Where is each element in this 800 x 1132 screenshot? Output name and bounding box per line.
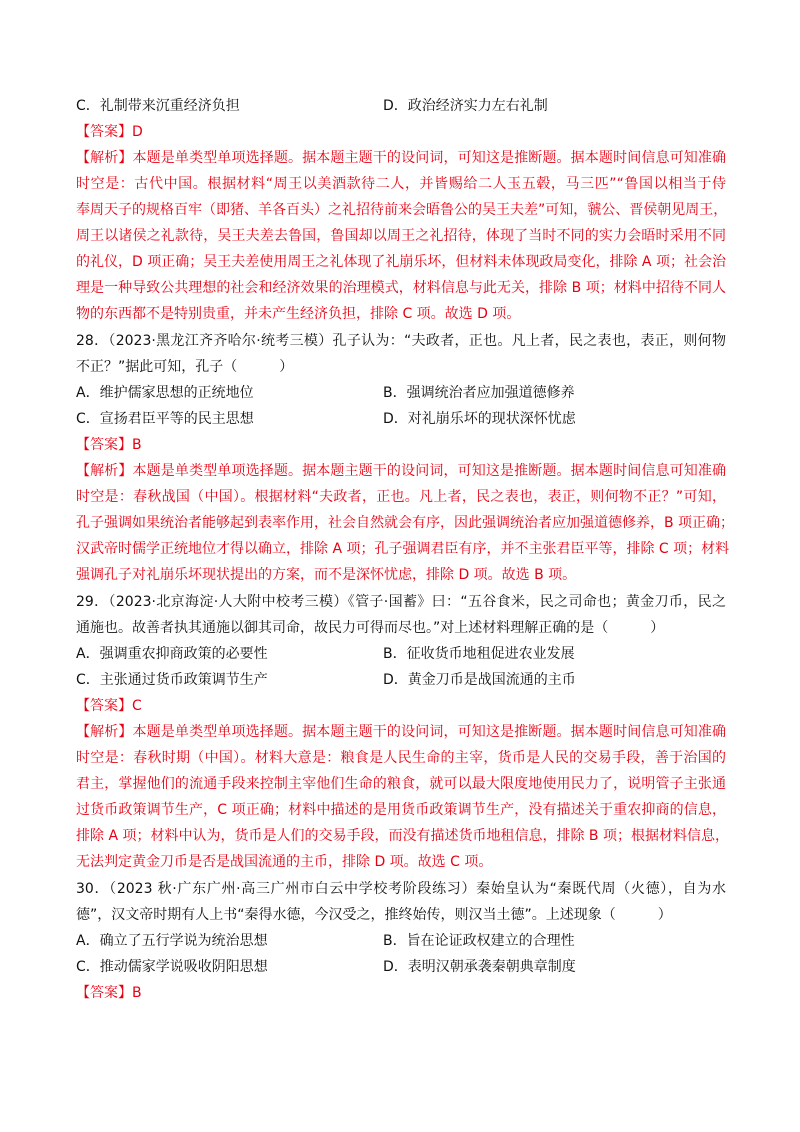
q30-stem-line: 30．（2023 秋·广东广州·高三广州市白云中学校考阶段练习）秦始皇认为“秦既代周（火德），自为水 (76, 881, 726, 897)
q29-analysis-line: 排除 A 项；材料中认为，货币是人们的交易手段，而没有描述货币地租信息，排除 B 项；根据材料信息， (76, 828, 729, 844)
q29-analysis-line: 时空是：春秋时期（中国）。材料大意是：粮食是人民生命的主宰，货币是人民的交易手段，善于治国的 (76, 750, 726, 766)
q30-answer: 【答案】B (76, 985, 142, 1001)
q29-option-b: B．征收货币地租促进农业发展 (383, 646, 575, 662)
q27-analysis-line: 的礼仪，D 项正确；吴王夫差使用周王之礼体现了礼崩乐坏，但材料未体现政局变化，排除 A 项；社会治 (76, 254, 726, 270)
q27-analysis-line: 理是一种导致公共理想的社会和经济效果的治理模式，材料信息与此无关，排除 B 项；材料中招待不同人 (76, 280, 726, 296)
q28-analysis-line: 【解析】本题是单类型单项选择题。据本题主题干的设问词，可知这是推断题。据本题时间信息可知准确 (76, 463, 726, 479)
q28-analysis-line: 时空是：春秋战国（中国）。根据材料“夫政者，正也。凡上者，民之表也，表正，则何物不正？”可知， (76, 489, 726, 505)
q27-answer: 【答案】D (76, 124, 143, 140)
q30-option-d: D．表明汉朝承袭秦朝典章制度 (383, 959, 576, 975)
q28-stem-line: 不正？”据此可知，孔子（ ） (76, 359, 294, 375)
q27-analysis-line: 时空是：古代中国。根据材料“周王以美酒款待二人，并皆赐给二人玉五毂，马三匹”“鲁国以相当于侍 (76, 176, 726, 192)
q29-option-d: D．黄金刀币是战国流通的主币 (383, 672, 576, 688)
q28-option-d: D．对礼崩乐坏的现状深怀忧虑 (383, 411, 576, 427)
q29-analysis-line: 君主，掌握他们的流通手段来控制主宰他们生命的粮食，就可以最大限度地使用民力了，说明管子主张通 (76, 776, 726, 792)
q28-stem-line: 28．（2023·黑龙江齐齐哈尔·统考三模）孔子认为：“夫政者，正也。凡上者，民之表也，表正，则何物 (76, 333, 726, 349)
q28-option-b: B．强调统治者应加强道德修养 (383, 385, 575, 401)
q28-answer: 【答案】B (76, 437, 142, 453)
q27-analysis-line: 周王以诸侯之礼款待，吴王夫差去鲁国，鲁国却以周王之礼招待，体现了当时不同的实力会晤时采用不同 (76, 228, 726, 244)
q29-analysis-line: 过货币政策调节生产，C 项正确；材料中描述的是用货币政策调节生产，没有描述关于重农抑商的信息， (76, 802, 726, 818)
q30-option-c: C．推动儒家学说吸收阴阳思想 (76, 959, 268, 975)
q27-option-c: C．礼制带来沉重经济负担 (76, 98, 240, 114)
q29-stem-line: 29．（2023·北京海淀·人大附中校考三模）《管子·国蓄》曰：“五谷食米，民之司命也；黄金刀币，民之 (76, 594, 726, 610)
q28-analysis-line: 汉武帝时儒学正统地位才得以确立，排除 A 项；孔子强调君臣有序，并不主张君臣平等，排除 C 项；材料 (76, 541, 730, 557)
q29-analysis-line: 【解析】本题是单类型单项选择题。据本题主题干的设问词，可知这是推断题。据本题时间信息可知准确 (76, 724, 726, 740)
q29-option-c: C．主张通过货币政策调节生产 (76, 672, 268, 688)
q28-option-c: C．宣扬君臣平等的民主思想 (76, 411, 254, 427)
q27-analysis-line: 【解析】本题是单类型单项选择题。据本题主题干的设问词，可知这是推断题。据本题时间信息可知准确 (76, 150, 726, 166)
q29-stem-line: 通施也。故善者执其通施以御其司命，故民力可得而尽也。”对上述材料理解正确的是（ ） (76, 620, 665, 636)
q27-analysis-line: 奉周天子的规格百牢（即猪、羊各百头）之礼招待前来会晤鲁公的吴王夫差”可知，虢公、晋侯朝见周王， (76, 202, 728, 218)
q30-option-b: B．旨在论证政权建立的合理性 (383, 933, 575, 949)
q28-analysis-line: 孔子强调如果统治者能够起到表率作用，社会自然就会有序，因此强调统治者应加强道德修养，B 项正确； (76, 515, 735, 531)
q28-option-a: A．维护儒家思想的正统地位 (76, 385, 254, 401)
q27-option-d: D．政治经济实力左右礼制 (383, 98, 548, 114)
q28-analysis-line: 强调孔子对礼崩乐坏现状提出的方案，而不是深怀忧虑，排除 D 项。故选 B 项。 (76, 567, 577, 583)
q30-option-a: A．确立了五行学说为统治思想 (76, 933, 268, 949)
q29-answer: 【答案】C (76, 698, 142, 714)
q30-stem-line: 德”，汉文帝时期有人上书“秦得水德，今汉受之，推终始传，则汉当土德”。上述现象（ ） (76, 907, 672, 923)
q29-option-a: A．强调重农抑商政策的必要性 (76, 646, 268, 662)
q27-analysis-line: 物的东西都不是特别贵重，并未产生经济负担，排除 C 项。故选 D 项。 (76, 306, 521, 322)
q29-analysis-line: 无法判定黄金刀币是否是战国流通的主币，排除 D 项。故选 C 项。 (76, 854, 493, 870)
